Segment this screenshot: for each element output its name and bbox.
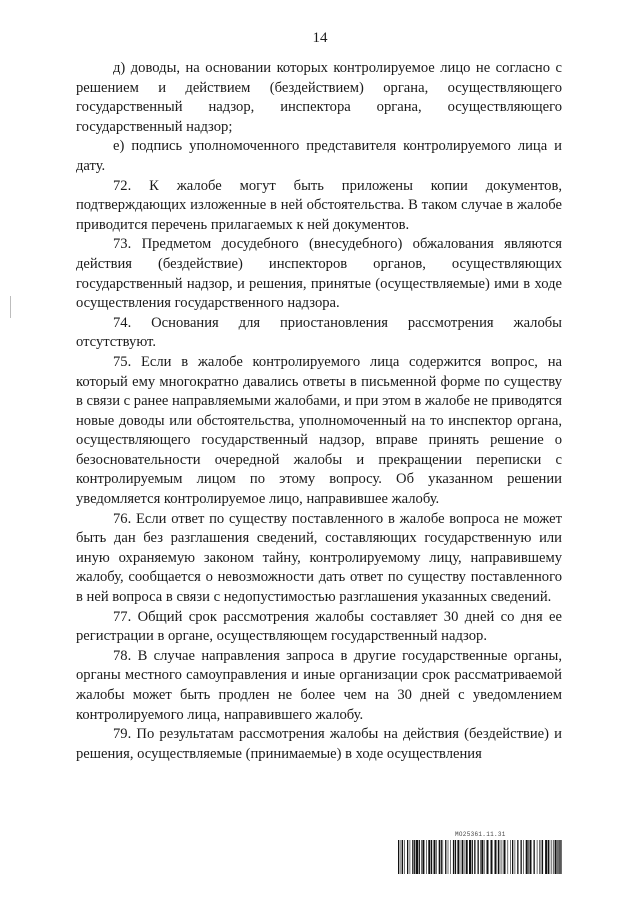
- paragraph-d: д) доводы, на основании которых контролируемое лицо не согласно с решением и действием (бездействием) органа, осуществляющего государственный надзор, инспектора органа, осуществляющего государственный надзор;: [76, 60, 562, 135]
- paragraph-79: 79. По результатам рассмотрения жалобы на действия (бездействие) и решения, осуществляемые (принимаемые) в ходе осуществления: [76, 726, 562, 762]
- paragraph-e: е) подпись уполномоченного представителя контролируемого лица и дату.: [76, 138, 562, 174]
- paragraph-73: 73. Предметом досудебного (внесудебного) обжалования являются действия (бездействие) инспекторов органов, осуществляющих государственный надзор, и решения, принятые (осуществляемые) ими в ходе осуществления государственного надзора.: [76, 236, 562, 312]
- paragraph-74: 74. Основания для приостановления рассмотрения жалобы отсутствуют.: [76, 314, 562, 351]
- page-number: 14: [312, 30, 328, 46]
- scan-artifact-line: [10, 296, 11, 318]
- document-body: [76, 59, 562, 764]
- barcode-image: [398, 840, 562, 874]
- document-code: MO25361.11.31: [455, 831, 506, 838]
- paragraph-76: 76. Если ответ по существу поставленного в жалобе вопроса не может быть дан без разглашения сведений, составляющих государственную или иную охраняемую законом тайну, контролируемому лицу, направившему жалобу, сообщается о невозможности дать ответ по существу поставленного в ней вопроса в связи с недопустимостью разглашения указанных сведений.: [76, 510, 562, 606]
- paragraph-75: 75. Если в жалобе контролируемого лица содержится вопрос, на который ему многократно давались ответы в письменной форме по существу в связи с ранее направляемыми жалобами, и при этом в жалобе не приводятся новые доводы или обстоятельства, уполномоченный на то инспектор органа, осуществляющего государственный надзор, вправе принять решение о безосновательности очередной жалобы и прекращении переписки с контролируемым лицом по этому вопросу. Об указанном решении уведомляется контролируемое лицо, направившее жалобу.: [76, 353, 563, 508]
- paragraph-78: 78. В случае направления запроса в другие государственные органы, органы местного самоуправления и иные организации срок рассматриваемой жалобы может быть продлен не более чем на 30 дней с уведомлением контролируемого лица, направившего жалобу.: [76, 647, 562, 723]
- paragraph-72: 72. К жалобе могут быть приложены копии документов, подтверждающих изложенные в ней обстоятельства. В таком случае в жалобе приводится перечень прилагаемых к ней документов.: [76, 177, 562, 233]
- paragraph-77: 77. Общий срок рассмотрения жалобы составляет 30 дней со дня ее регистрации в органе, осуществляющем государственный надзор.: [76, 608, 562, 645]
